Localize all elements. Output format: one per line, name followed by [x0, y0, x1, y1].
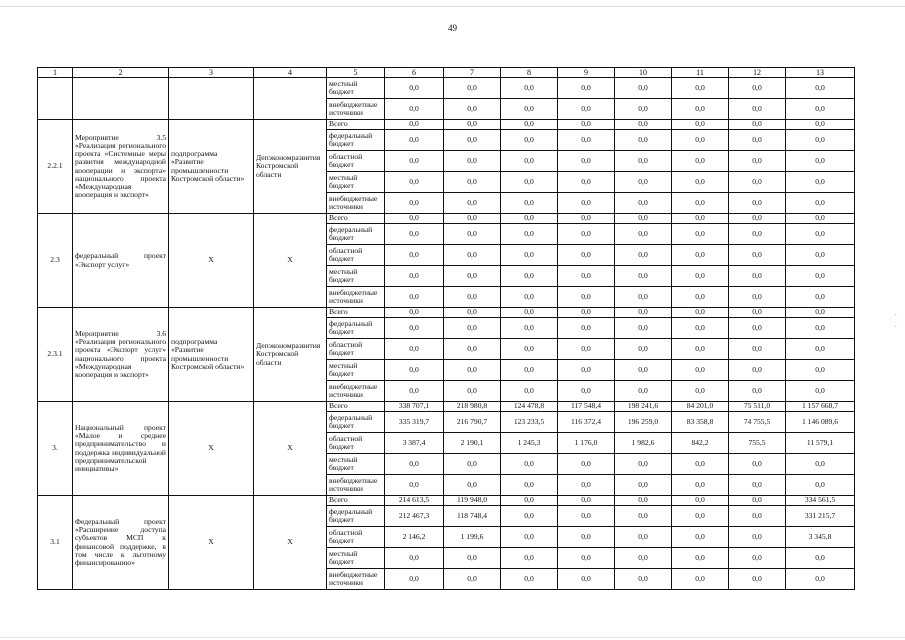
amount-cell: 0,0 [672, 496, 729, 506]
amount-cell: 2 190,1 [444, 433, 501, 454]
event-name-cell: Федеральный проект «Расширение доступа субъектов МСП к финансовой поддержке, в том числе к льготному финансированию» [73, 496, 169, 590]
amount-cell: 0,0 [615, 130, 672, 151]
amount-cell: 0,0 [444, 214, 501, 224]
amount-cell: 117 548,4 [558, 402, 615, 412]
amount-cell: 0,0 [729, 120, 786, 130]
amount-cell: 0,0 [385, 130, 444, 151]
amount-cell: 334 561,5 [786, 496, 855, 506]
funding-source-label: местный бюджет [327, 454, 385, 475]
amount-cell: 196 259,0 [615, 412, 672, 433]
amount-cell: 0,0 [558, 224, 615, 245]
amount-cell: 0,0 [729, 308, 786, 318]
top-rule [0, 6, 905, 7]
amount-cell: 0,0 [786, 172, 855, 193]
amount-cell: 0,0 [672, 569, 729, 590]
amount-cell: 0,0 [615, 506, 672, 527]
table-row [38, 308, 855, 318]
amount-cell: 0,0 [385, 172, 444, 193]
amount-cell: 0,0 [558, 496, 615, 506]
amount-cell: 0,0 [444, 266, 501, 287]
amount-cell: 0,0 [672, 120, 729, 130]
amount-cell: 0,0 [672, 130, 729, 151]
amount-cell: 0,0 [558, 78, 615, 99]
amount-cell: 74 755,5 [729, 412, 786, 433]
column-number-cell: 4 [254, 68, 327, 78]
column-number-cell: 13 [786, 68, 855, 78]
event-name-cell: Мероприятие 3.6 «Реализация регионального проекта «Экспорт услуг» национального проекта «Международная кооперация и экспорт» [73, 308, 169, 402]
amount-cell: 0,0 [672, 475, 729, 496]
amount-cell: 0,0 [672, 360, 729, 381]
amount-cell: 0,0 [615, 308, 672, 318]
amount-cell: 0,0 [729, 130, 786, 151]
amount-cell: 0,0 [385, 569, 444, 590]
amount-cell: 0,0 [615, 224, 672, 245]
funding-source-label: областной бюджет [327, 527, 385, 548]
amount-cell: 0,0 [672, 193, 729, 214]
table-row [38, 496, 855, 506]
amount-cell: 0,0 [558, 318, 615, 339]
amount-cell: 0,0 [558, 245, 615, 266]
amount-cell: 0,0 [615, 381, 672, 402]
amount-cell: 0,0 [558, 339, 615, 360]
amount-cell: 0,0 [672, 214, 729, 224]
amount-cell: 0,0 [786, 245, 855, 266]
margin-mark: · [894, 323, 897, 331]
table-body [38, 68, 855, 590]
amount-cell: 0,0 [729, 99, 786, 120]
funding-source-label: федеральный бюджет [327, 224, 385, 245]
amount-cell: 0,0 [672, 78, 729, 99]
amount-cell: 0,0 [444, 245, 501, 266]
amount-cell: 0,0 [672, 172, 729, 193]
program-cell [169, 78, 254, 120]
amount-cell: 0,0 [729, 569, 786, 590]
column-number-cell: 10 [615, 68, 672, 78]
amount-cell: 0,0 [729, 151, 786, 172]
amount-cell: 0,0 [615, 454, 672, 475]
amount-cell: 1 199,6 [444, 527, 501, 548]
amount-cell: 0,0 [729, 318, 786, 339]
amount-cell: 0,0 [444, 99, 501, 120]
column-number-cell: 9 [558, 68, 615, 78]
amount-cell: 0,0 [558, 308, 615, 318]
amount-cell: 0,0 [615, 527, 672, 548]
funding-source-label: федеральный бюджет [327, 318, 385, 339]
table-row [38, 214, 855, 224]
amount-cell: 0,0 [615, 360, 672, 381]
amount-cell: 0,0 [615, 266, 672, 287]
column-number-cell: 1 [38, 68, 73, 78]
executor-cell: Х [254, 402, 327, 496]
amount-cell: 0,0 [558, 454, 615, 475]
amount-cell: 0,0 [385, 120, 444, 130]
amount-cell: 0,0 [385, 151, 444, 172]
amount-cell: 118 748,4 [444, 506, 501, 527]
amount-cell: 0,0 [444, 151, 501, 172]
table-row [38, 120, 855, 130]
funding-source-label: федеральный бюджет [327, 506, 385, 527]
amount-cell: 0,0 [501, 214, 558, 224]
amount-cell: 0,0 [615, 245, 672, 266]
amount-cell: 0,0 [501, 339, 558, 360]
amount-cell: 338 707,1 [385, 402, 444, 412]
amount-cell: 0,0 [615, 548, 672, 569]
funding-source-label: местный бюджет [327, 266, 385, 287]
amount-cell: 331 215,7 [786, 506, 855, 527]
funding-source-label: областной бюджет [327, 433, 385, 454]
amount-cell: 0,0 [786, 318, 855, 339]
amount-cell: 0,0 [501, 308, 558, 318]
column-number-cell: 8 [501, 68, 558, 78]
amount-cell: 0,0 [786, 548, 855, 569]
amount-cell: 0,0 [558, 266, 615, 287]
amount-cell: 218 980,8 [444, 402, 501, 412]
amount-cell: 0,0 [786, 99, 855, 120]
amount-cell: 0,0 [558, 548, 615, 569]
amount-cell: 0,0 [558, 172, 615, 193]
amount-cell: 0,0 [729, 506, 786, 527]
amount-cell: 0,0 [558, 193, 615, 214]
amount-cell: 0,0 [786, 339, 855, 360]
amount-cell: 0,0 [729, 381, 786, 402]
amount-cell: 0,0 [444, 339, 501, 360]
amount-cell: 0,0 [501, 527, 558, 548]
bottom-rule [0, 637, 905, 638]
amount-cell: 0,0 [558, 527, 615, 548]
amount-cell: 0,0 [444, 287, 501, 308]
amount-cell: 0,0 [501, 266, 558, 287]
funding-source-label: Всего [327, 496, 385, 506]
amount-cell: 0,0 [385, 99, 444, 120]
amount-cell: 0,0 [501, 381, 558, 402]
amount-cell: 0,0 [672, 527, 729, 548]
amount-cell: 3 387,4 [385, 433, 444, 454]
amount-cell: 0,0 [385, 245, 444, 266]
amount-cell: 0,0 [444, 381, 501, 402]
amount-cell: 0,0 [729, 287, 786, 308]
amount-cell: 0,0 [501, 245, 558, 266]
funding-source-label: внебюджетные источники [327, 381, 385, 402]
amount-cell: 0,0 [444, 548, 501, 569]
amount-cell: 0,0 [672, 99, 729, 120]
event-name-cell: федеральный проект «Экспорт услуг» [73, 214, 169, 308]
amount-cell: 0,0 [672, 266, 729, 287]
amount-cell: 0,0 [444, 78, 501, 99]
amount-cell: 123 233,5 [501, 412, 558, 433]
amount-cell: 0,0 [786, 475, 855, 496]
amount-cell: 0,0 [786, 130, 855, 151]
amount-cell: 0,0 [786, 120, 855, 130]
funding-source-label: внебюджетные источники [327, 99, 385, 120]
amount-cell: 0,0 [501, 475, 558, 496]
amount-cell: 0,0 [385, 548, 444, 569]
amount-cell: 842,2 [672, 433, 729, 454]
amount-cell: 0,0 [729, 454, 786, 475]
amount-cell: 0,0 [444, 475, 501, 496]
amount-cell: 11 579,1 [786, 433, 855, 454]
funding-source-label: Всего [327, 214, 385, 224]
column-number-row [38, 68, 855, 78]
amount-cell: 0,0 [729, 339, 786, 360]
page-number: 49 [448, 23, 457, 33]
amount-cell: 0,0 [558, 120, 615, 130]
amount-cell: 0,0 [444, 569, 501, 590]
funding-source-label: внебюджетные источники [327, 287, 385, 308]
amount-cell: 0,0 [444, 308, 501, 318]
funding-source-label: областной бюджет [327, 245, 385, 266]
amount-cell: 0,0 [385, 381, 444, 402]
amount-cell: 0,0 [501, 151, 558, 172]
executor-cell: Х [254, 214, 327, 308]
amount-cell: 0,0 [558, 287, 615, 308]
amount-cell: 0,0 [672, 318, 729, 339]
amount-cell: 0,0 [444, 360, 501, 381]
amount-cell: 0,0 [786, 266, 855, 287]
amount-cell: 0,0 [786, 360, 855, 381]
amount-cell: 0,0 [444, 318, 501, 339]
amount-cell: 0,0 [444, 454, 501, 475]
program-cell: подпрограмма «Развитие промышленности Костромской области» [169, 120, 254, 214]
funding-source-label: местный бюджет [327, 172, 385, 193]
item-code-cell: 3. [38, 402, 73, 496]
amount-cell: 0,0 [558, 99, 615, 120]
amount-cell: 0,0 [385, 475, 444, 496]
event-name-cell: Национальный проект «Малое и среднее предпринимательство и поддержка индивидуальной предпринимательской инициативы» [73, 402, 169, 496]
amount-cell: 0,0 [729, 214, 786, 224]
amount-cell: 0,0 [385, 308, 444, 318]
amount-cell: 0,0 [558, 475, 615, 496]
amount-cell: 119 948,0 [444, 496, 501, 506]
funding-source-label: областной бюджет [327, 151, 385, 172]
column-number-cell: 7 [444, 68, 501, 78]
amount-cell: 0,0 [501, 287, 558, 308]
amount-cell: 3 345,8 [786, 527, 855, 548]
amount-cell: 0,0 [501, 130, 558, 151]
amount-cell: 0,0 [729, 245, 786, 266]
amount-cell: 0,0 [615, 569, 672, 590]
column-number-cell: 3 [169, 68, 254, 78]
amount-cell: 0,0 [558, 151, 615, 172]
funding-source-label: внебюджетные источники [327, 569, 385, 590]
amount-cell: 0,0 [501, 193, 558, 214]
code-cell [38, 78, 73, 120]
executor-cell: Депэкономразвития Костромской области [254, 308, 327, 402]
amount-cell: 0,0 [558, 381, 615, 402]
amount-cell: 0,0 [501, 120, 558, 130]
amount-cell: 214 613,5 [385, 496, 444, 506]
amount-cell: 0,0 [615, 172, 672, 193]
margin-mark: · [894, 311, 897, 319]
amount-cell: 0,0 [786, 287, 855, 308]
amount-cell: 0,0 [501, 78, 558, 99]
amount-cell: 0,0 [672, 339, 729, 360]
name-cell [73, 78, 169, 120]
amount-cell: 0,0 [615, 318, 672, 339]
program-cell: Х [169, 496, 254, 590]
amount-cell: 0,0 [444, 172, 501, 193]
column-number-cell: 11 [672, 68, 729, 78]
funding-source-label: федеральный бюджет [327, 412, 385, 433]
amount-cell: 0,0 [672, 287, 729, 308]
amount-cell: 0,0 [615, 496, 672, 506]
amount-cell: 0,0 [501, 569, 558, 590]
amount-cell: 1 176,0 [558, 433, 615, 454]
funding-source-label: местный бюджет [327, 360, 385, 381]
program-cell: Х [169, 214, 254, 308]
amount-cell: 0,0 [501, 360, 558, 381]
amount-cell: 0,0 [385, 454, 444, 475]
amount-cell: 124 478,8 [501, 402, 558, 412]
amount-cell: 0,0 [729, 360, 786, 381]
amount-cell: 0,0 [385, 224, 444, 245]
amount-cell: 212 467,3 [385, 506, 444, 527]
item-code-cell: 2.3.1 [38, 308, 73, 402]
amount-cell: 0,0 [444, 130, 501, 151]
amount-cell: 1 146 089,6 [786, 412, 855, 433]
amount-cell: 0,0 [615, 99, 672, 120]
amount-cell: 0,0 [501, 454, 558, 475]
amount-cell: 0,0 [729, 527, 786, 548]
funding-source-label: внебюджетные источники [327, 193, 385, 214]
amount-cell: 0,0 [501, 548, 558, 569]
amount-cell: 0,0 [729, 172, 786, 193]
column-number-cell: 5 [327, 68, 385, 78]
amount-cell: 1 157 668,7 [786, 402, 855, 412]
amount-cell: 0,0 [786, 454, 855, 475]
amount-cell: 0,0 [729, 193, 786, 214]
column-number-cell: 12 [729, 68, 786, 78]
program-cell: Х [169, 402, 254, 496]
amount-cell: 116 372,4 [558, 412, 615, 433]
amount-cell: 0,0 [615, 193, 672, 214]
amount-cell: 0,0 [672, 308, 729, 318]
amount-cell: 0,0 [501, 318, 558, 339]
amount-cell: 0,0 [729, 496, 786, 506]
table-row [38, 78, 855, 99]
amount-cell: 0,0 [786, 214, 855, 224]
amount-cell: 84 201,0 [672, 402, 729, 412]
amount-cell: 0,0 [385, 339, 444, 360]
funding-source-label: местный бюджет [327, 548, 385, 569]
amount-cell: 1 245,3 [501, 433, 558, 454]
amount-cell: 0,0 [385, 287, 444, 308]
column-number-cell: 2 [73, 68, 169, 78]
amount-cell: 0,0 [786, 224, 855, 245]
funding-source-label: Всего [327, 120, 385, 130]
amount-cell: 0,0 [615, 214, 672, 224]
amount-cell: 0,0 [558, 360, 615, 381]
amount-cell: 0,0 [672, 454, 729, 475]
amount-cell: 0,0 [729, 266, 786, 287]
amount-cell: 0,0 [558, 214, 615, 224]
amount-cell: 0,0 [615, 475, 672, 496]
amount-cell: 0,0 [501, 506, 558, 527]
executor-cell [254, 78, 327, 120]
amount-cell: 0,0 [501, 224, 558, 245]
financing-table [37, 67, 855, 590]
amount-cell: 0,0 [501, 99, 558, 120]
amount-cell: 0,0 [615, 78, 672, 99]
amount-cell: 0,0 [786, 308, 855, 318]
amount-cell: 83 358,8 [672, 412, 729, 433]
amount-cell: 0,0 [615, 120, 672, 130]
amount-cell: 0,0 [558, 506, 615, 527]
amount-cell: 0,0 [786, 78, 855, 99]
amount-cell: 0,0 [615, 287, 672, 308]
program-cell: подпрограмма «Развитие промышленности Костромской области» [169, 308, 254, 402]
amount-cell: 0,0 [385, 360, 444, 381]
amount-cell: 0,0 [729, 548, 786, 569]
amount-cell: 0,0 [672, 151, 729, 172]
table-row [38, 402, 855, 412]
amount-cell: 0,0 [444, 224, 501, 245]
event-name-cell: Мероприятие 3.5 «Реализация регионального проекта «Системные меры развития международной кооперации и экспорта» национального проекта «Международная кооперация и экспорт» [73, 120, 169, 214]
amount-cell: 335 319,7 [385, 412, 444, 433]
amount-cell: 0,0 [786, 151, 855, 172]
amount-cell: 0,0 [385, 266, 444, 287]
amount-cell: 0,0 [729, 224, 786, 245]
amount-cell: 0,0 [385, 78, 444, 99]
funding-source-label: федеральный бюджет [327, 130, 385, 151]
funding-source-label: областной бюджет [327, 339, 385, 360]
amount-cell: 0,0 [501, 496, 558, 506]
funding-source-label: местный бюджет [327, 78, 385, 99]
amount-cell: 0,0 [615, 151, 672, 172]
funding-source-label: Всего [327, 308, 385, 318]
amount-cell: 0,0 [558, 569, 615, 590]
amount-cell: 0,0 [385, 214, 444, 224]
executor-cell: Депэкономразвития Костромской области [254, 120, 327, 214]
amount-cell: 198 241,6 [615, 402, 672, 412]
column-number-cell: 6 [385, 68, 444, 78]
amount-cell: 0,0 [385, 193, 444, 214]
amount-cell: 0,0 [672, 224, 729, 245]
amount-cell: 0,0 [786, 381, 855, 402]
amount-cell: 0,0 [558, 130, 615, 151]
amount-cell: 0,0 [385, 318, 444, 339]
item-code-cell: 3.1 [38, 496, 73, 590]
amount-cell: 0,0 [501, 172, 558, 193]
executor-cell: Х [254, 496, 327, 590]
amount-cell: 0,0 [444, 120, 501, 130]
amount-cell: 755,5 [729, 433, 786, 454]
amount-cell: 216 790,7 [444, 412, 501, 433]
amount-cell: 0,0 [786, 193, 855, 214]
amount-cell: 1 982,6 [615, 433, 672, 454]
amount-cell: 0,0 [672, 548, 729, 569]
funding-source-label: внебюджетные источники [327, 475, 385, 496]
funding-source-label: Всего [327, 402, 385, 412]
amount-cell: 75 511,0 [729, 402, 786, 412]
amount-cell: 0,0 [444, 193, 501, 214]
amount-cell: 0,0 [729, 78, 786, 99]
amount-cell: 0,0 [672, 506, 729, 527]
amount-cell: 0,0 [615, 339, 672, 360]
amount-cell: 0,0 [672, 245, 729, 266]
item-code-cell: 2.3 [38, 214, 73, 308]
amount-cell: 0,0 [729, 475, 786, 496]
amount-cell: 0,0 [786, 569, 855, 590]
amount-cell: 2 146,2 [385, 527, 444, 548]
item-code-cell: 2.2.1 [38, 120, 73, 214]
amount-cell: 0,0 [672, 381, 729, 402]
